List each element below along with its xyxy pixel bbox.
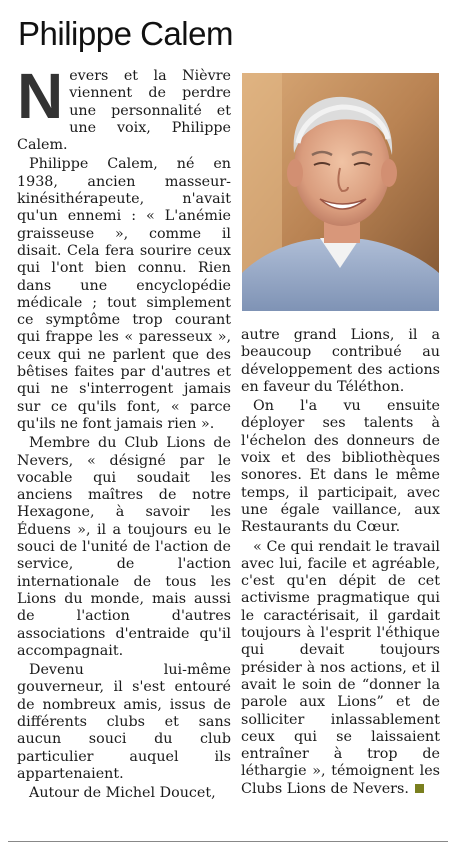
paragraph: Membre du Club Lions de Nevers, « désigné par le vocable qui soudait les anciens maîtres de notre Hexagone, à savoir les Éduens », il a toujours eu le souci de l'unité de l'action de service, de l'action internationale de tous les Lions du monde, mais aussi de l'action d'autres associations d'entraide qu'il accompagnait. — [17, 435, 231, 659]
lead-text: evers et la Nièvre viennent de perdre une personnalité et une voix, Philippe Calem. — [17, 68, 231, 154]
paragraph: autre grand Lions, il a beaucoup contribué au développement des actions en faveur du Téléthon. — [241, 327, 440, 395]
article-column-left — [17, 60, 231, 802]
paragraph-text: « Ce qui rendait le travail avec lui, facile et agréable, c'est qu'en dépit de cet activisme pragmatique qui le caractérisait, il gardait toujours à l'esprit l'éthique qui devait toujours présider à nos actions, et il avait le soin de “donner la parole aux Lions” et de solliciter inlassablement ceux qui se laissaient entraîner à trop de léthargie », témoignent les Clubs Lions de Nevers. — [241, 538, 440, 797]
end-of-article-marker-icon — [415, 784, 424, 793]
lead-paragraph — [17, 60, 231, 154]
drop-cap: N — [17, 60, 64, 132]
article-title: Philippe Calem — [18, 15, 233, 52]
bottom-rule — [8, 841, 448, 842]
paragraph: On l'a vu ensuite déployer ses talents à l'échelon des donneurs de voix et des bibliothèques sonores. Et dans le même temps, il participait, avec une égale vaillance, aux Restaurants du Cœur. — [241, 398, 440, 536]
paragraph: Autour de Michel Doucet, — [29, 785, 216, 802]
paragraph — [241, 539, 440, 798]
paragraph: Devenu lui-même gouverneur, il s'est entouré de nombreux amis, issus de différents clubs et sans aucun souci du club particulier auquel ils appartenaient. — [17, 662, 231, 782]
paragraph: Philippe Calem, né en 1938, ancien masseur-kinésithérapeute, n'avait qu'un ennemi : « L'anémie graisseuse », comme il disait. Cela fera sourire ceux qui l'ont bien connu. Rien dans une encyclopédie médicale ; tout simplement ce symptôme trop courant qui frappe les « paresseux », ceux qui ne parlent que des bêtises faites par d'autres et qui ne s'interrogent jamais sur ce qu'ils font, « parce qu'ils ne font jamais rien ». — [17, 156, 231, 432]
portrait-photo — [242, 73, 439, 311]
portrait-illustration — [242, 73, 439, 311]
article-column-right — [241, 327, 440, 798]
